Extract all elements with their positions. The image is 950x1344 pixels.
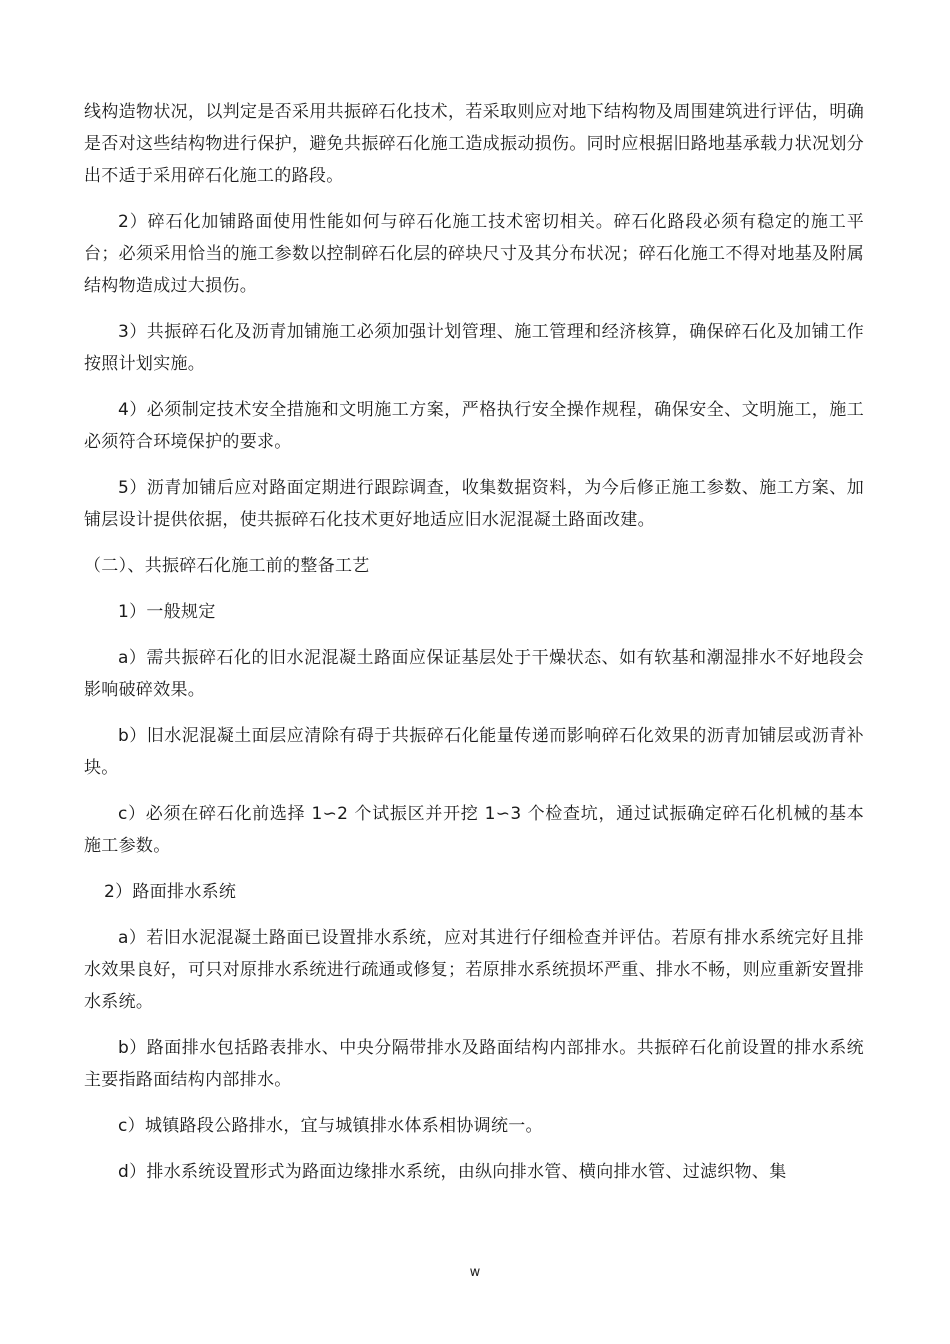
paragraph-drainage-c: c）城镇路段公路排水，宜与城镇排水体系相协调统一。	[118, 1116, 543, 1136]
page-footer: w	[469, 1265, 481, 1280]
paragraph-item-5: 5）沥青加铺后应对路面定期进行跟踪调查，收集数据资料，为今后修正施工参数、施工方案、加铺层设计提供依据，使共振碎石化技术更好地适应旧水泥混凝土路面改建。	[84, 478, 864, 530]
paragraph-item-2: 2）碎石化加铺路面使用性能如何与碎石化施工技术密切相关。碎石化路段必须有稳定的施工平台；必须采用恰当的施工参数以控制碎石化层的碎块尺寸及其分布状况；碎石化施工不得对地基及附属结构物造成过大损伤。	[84, 212, 864, 296]
paragraph-drainage-d: d）排水系统设置形式为路面边缘排水系统，由纵向排水管、横向排水管、过滤织物、集	[118, 1162, 787, 1182]
paragraph-general-b: b）旧水泥混凝土面层应清除有碍于共振碎石化能量传递而影响碎石化效果的沥青加铺层或沥青补块。	[84, 726, 864, 778]
paragraph-drainage-b: b）路面排水包括路表排水、中央分隔带排水及路面结构内部排水。共振碎石化前设置的排水系统主要指路面结构内部排水。	[84, 1038, 864, 1090]
paragraph-general-c: c）必须在碎石化前选择 1∽2 个试振区并开挖 1∽3 个检查坑，通过试振确定碎石化机械的基本施工参数。	[84, 804, 864, 856]
paragraph-continuation: 线构造物状况，以判定是否采用共振碎石化技术，若采取则应对地下结构物及周围建筑进行评估，明确是否对这些结构物进行保护，避免共振碎石化施工造成振动损伤。同时应根据旧路地基承载力状况划分出不适于采用碎石化施工的路段。	[84, 102, 864, 186]
paragraph-item-4: 4）必须制定技术安全措施和文明施工方案，严格执行安全操作规程，确保安全、文明施工，施工必须符合环境保护的要求。	[84, 400, 864, 452]
paragraph-general-a: a）需共振碎石化的旧水泥混凝土路面应保证基层处于干燥状态、如有软基和潮湿排水不好地段会影响破碎效果。	[84, 648, 864, 700]
paragraph-item-3: 3）共振碎石化及沥青加铺施工必须加强计划管理、施工管理和经济核算，确保碎石化及加铺工作按照计划实施。	[84, 322, 864, 374]
section-heading: （二）、共振碎石化施工前的整备工艺	[84, 556, 370, 576]
subsection-heading-general: 1）一般规定	[118, 602, 216, 622]
paragraph-drainage-a: a）若旧水泥混凝土路面已设置排水系统，应对其进行仔细检查并评估。若原有排水系统完好且排水效果良好，可只对原排水系统进行疏通或修复；若原排水系统损坏严重、排水不畅，则应重新安置排水系统。	[84, 928, 864, 1012]
document-body	[84, 96, 864, 1202]
subsection-heading-drainage: 2）路面排水系统	[104, 882, 237, 902]
